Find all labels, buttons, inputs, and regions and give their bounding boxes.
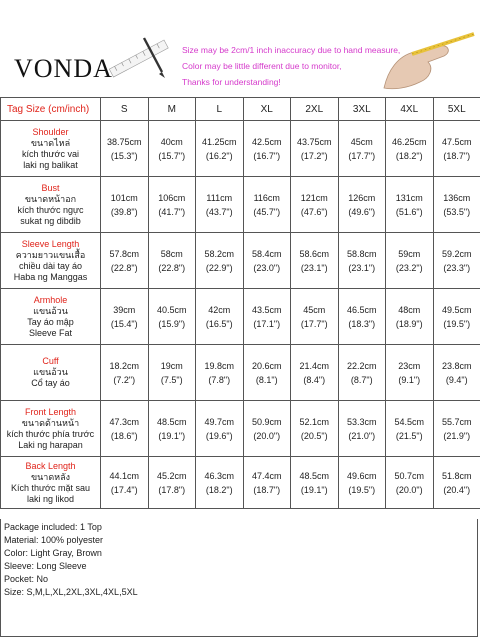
value-cm: 45cm <box>303 304 326 315</box>
measure-name: Back Length <box>25 460 76 471</box>
measure-label <box>1 457 101 509</box>
spec-line: Color: Light Gray, Brown <box>4 548 102 558</box>
value-inch: (22.8") <box>110 262 138 273</box>
value-cm: 47.4cm <box>251 470 282 481</box>
value-cm: 48.5cm <box>156 416 187 427</box>
size-header-s: S <box>101 98 149 121</box>
measure-cell <box>433 401 480 457</box>
value-inch: (18.7") <box>253 484 281 495</box>
measure-cell <box>291 121 339 177</box>
size-header-l: L <box>196 98 244 121</box>
value-cm: 45.2cm <box>156 470 187 481</box>
measure-translation: sukat ng dibdib <box>20 215 81 226</box>
measure-translation: ขนาดหน้าอก <box>24 193 77 204</box>
measure-cell <box>196 457 244 509</box>
measure-name: Armhole <box>33 294 68 305</box>
measure-cell <box>386 457 434 509</box>
measure-translation: แขนอ้วน <box>33 367 68 377</box>
size-header-row <box>1 98 480 121</box>
value-cm: 19.8cm <box>204 360 234 371</box>
size-header-5xl: 5XL <box>433 98 480 121</box>
value-cm: 42.5cm <box>251 136 282 147</box>
value-cm: 58.6cm <box>299 248 329 259</box>
measure-translation: laki ng balikat <box>23 159 78 170</box>
measure-cell <box>338 457 386 509</box>
measure-cell <box>243 289 291 345</box>
size-table <box>0 97 480 509</box>
note-line: Color may be little different due to monitor, <box>182 61 342 71</box>
value-cm: 22.2cm <box>346 360 377 371</box>
value-inch: (8.1") <box>255 374 278 385</box>
spec-line: Material: 100% polyester <box>4 535 104 545</box>
measure-cell <box>291 177 339 233</box>
measure-name: Front Length <box>24 406 77 417</box>
value-inch: (9.1") <box>398 374 421 385</box>
value-inch: (43.7") <box>205 206 233 217</box>
note-line: Size may be 2cm/1 inch inaccuracy due to hand measure, <box>182 45 401 55</box>
value-cm: 44.1cm <box>109 470 139 481</box>
value-cm: 43.75cm <box>296 136 332 147</box>
value-inch: (17.7") <box>300 318 328 329</box>
measure-row <box>1 177 480 233</box>
value-inch: (20.5") <box>300 430 328 441</box>
value-inch: (18.7") <box>443 150 471 161</box>
value-cm: 42cm <box>208 304 231 315</box>
header <box>0 0 480 96</box>
value-cm: 47.5cm <box>441 136 472 147</box>
value-cm: 101cm <box>110 192 138 203</box>
value-inch: (19.5") <box>443 318 471 329</box>
value-inch: (17.7") <box>348 150 376 161</box>
measure-row <box>1 233 480 289</box>
measure-cell <box>433 121 480 177</box>
measure-cell <box>433 177 480 233</box>
spec-line: Pocket: No <box>4 574 49 584</box>
value-inch: (16.2") <box>205 150 233 161</box>
size-header-4xl: 4XL <box>386 98 434 121</box>
value-cm: 23.8cm <box>441 360 472 371</box>
measure-cell <box>291 289 339 345</box>
measure-cell <box>243 121 291 177</box>
value-inch: (47.6") <box>300 206 328 217</box>
value-inch: (23.0") <box>253 262 281 273</box>
measure-name: Cuff <box>42 356 59 366</box>
value-inch: (15.7") <box>158 150 186 161</box>
value-cm: 49.6cm <box>346 470 377 481</box>
value-inch: (7.8") <box>208 374 231 385</box>
value-inch: (16.7") <box>253 150 281 161</box>
measure-cell <box>433 345 480 401</box>
measure-cell <box>291 457 339 509</box>
measure-cell <box>338 121 386 177</box>
value-inch: (23.3") <box>443 262 471 273</box>
measure-translation: Kích thước mặt sau <box>11 482 90 493</box>
value-cm: 43.5cm <box>251 304 282 315</box>
value-inch: (19.1") <box>300 484 328 495</box>
measure-translation: Haba ng Manggas <box>13 271 88 282</box>
measure-name: Bust <box>41 182 60 193</box>
value-inch: (49.6") <box>348 206 376 217</box>
value-inch: (7.5") <box>160 374 183 385</box>
value-cm: 47.3cm <box>109 416 139 427</box>
value-inch: (19.6") <box>205 430 233 441</box>
measure-cell <box>196 345 244 401</box>
measure-cell <box>196 177 244 233</box>
measure-name: Sleeve Length <box>21 238 80 249</box>
value-cm: 40.5cm <box>156 304 187 315</box>
value-inch: (18.6") <box>110 430 138 441</box>
measure-label <box>1 121 101 177</box>
measure-cell <box>338 177 386 233</box>
measure-cell <box>148 177 196 233</box>
value-inch: (9.4") <box>445 374 468 385</box>
measure-cell <box>101 289 149 345</box>
value-cm: 49.7cm <box>204 416 234 427</box>
value-cm: 19cm <box>160 360 183 371</box>
value-inch: (18.2") <box>395 150 423 161</box>
value-cm: 121cm <box>300 192 328 203</box>
measure-cell <box>338 289 386 345</box>
value-inch: (23.2") <box>395 262 423 273</box>
value-cm: 23cm <box>398 360 421 371</box>
value-inch: (21.5") <box>395 430 423 441</box>
measure-cell <box>386 121 434 177</box>
measure-cell <box>243 345 291 401</box>
measure-cell <box>433 289 480 345</box>
value-inch: (22.8") <box>158 262 186 273</box>
measure-row <box>1 457 480 509</box>
spec-line: Size: S,M,L,XL,2XL,3XL,4XL,5XL <box>4 587 138 597</box>
measure-cell <box>386 345 434 401</box>
value-inch: (53.5") <box>443 206 471 217</box>
value-cm: 48.5cm <box>299 470 329 481</box>
measure-translation: ความยาวแขนเสื้อ <box>15 249 86 260</box>
value-cm: 131cm <box>395 192 423 203</box>
value-cm: 116cm <box>253 192 280 203</box>
value-cm: 126cm <box>348 192 376 203</box>
measure-translation: แขนอ้วน <box>33 305 68 316</box>
value-inch: (45.7") <box>253 206 281 217</box>
measure-row <box>1 121 480 177</box>
measure-cell <box>243 177 291 233</box>
value-inch: (20.4") <box>443 484 471 495</box>
size-header-2xl: 2XL <box>291 98 339 121</box>
value-cm: 55.7cm <box>441 416 472 427</box>
size-header-m: M <box>148 98 196 121</box>
value-inch: (17.8") <box>158 484 186 495</box>
value-cm: 58.8cm <box>346 248 377 259</box>
value-cm: 58.2cm <box>204 248 234 259</box>
note-line: Thanks for understanding! <box>182 77 281 87</box>
value-cm: 53.3cm <box>346 416 377 427</box>
measure-cell <box>433 457 480 509</box>
measure-label <box>1 233 101 289</box>
measure-cell <box>243 233 291 289</box>
measure-cell <box>101 121 149 177</box>
value-inch: (39.8") <box>110 206 138 217</box>
measure-translation: Cổ tay áo <box>31 378 70 388</box>
value-cm: 46.5cm <box>346 304 377 315</box>
value-cm: 48cm <box>398 304 421 315</box>
value-cm: 50.9cm <box>251 416 282 427</box>
measure-row <box>1 345 480 401</box>
value-inch: (17.2") <box>300 150 328 161</box>
value-cm: 39cm <box>113 304 136 315</box>
value-inch: (7.2") <box>113 374 136 385</box>
value-inch: (18.9") <box>395 318 423 329</box>
value-cm: 49.5cm <box>441 304 472 315</box>
spec-line: Sleeve: Long Sleeve <box>4 561 87 571</box>
measure-translation: laki ng likod <box>26 493 75 504</box>
value-inch: (19.1") <box>158 430 186 441</box>
product-specs <box>0 519 478 637</box>
value-inch: (15.4") <box>110 318 138 329</box>
value-cm: 111cm <box>206 192 233 203</box>
value-inch: (15.9") <box>158 318 186 329</box>
value-inch: (21.9") <box>443 430 471 441</box>
value-inch: (17.1") <box>253 318 281 329</box>
value-cm: 58cm <box>160 248 183 259</box>
value-cm: 45cm <box>350 136 373 147</box>
value-cm: 46.3cm <box>204 470 234 481</box>
size-header-3xl: 3XL <box>338 98 386 121</box>
measure-cell <box>196 401 244 457</box>
size-header-xl: XL <box>243 98 291 121</box>
measure-translation: ขนาดด้านหน้า <box>21 417 80 428</box>
value-inch: (51.6") <box>395 206 423 217</box>
value-cm: 20.6cm <box>251 360 282 371</box>
value-inch: (20.0") <box>253 430 281 441</box>
measure-translation: ขนาดหลัง <box>30 471 71 482</box>
value-inch: (8.4") <box>303 374 326 385</box>
value-cm: 136cm <box>443 192 471 203</box>
value-cm: 21.4cm <box>299 360 329 371</box>
measure-cell <box>148 233 196 289</box>
value-cm: 40cm <box>160 136 183 147</box>
value-cm: 57.8cm <box>109 248 139 259</box>
measure-cell <box>101 233 149 289</box>
measure-label <box>1 401 101 457</box>
measure-translation: kích thước phía trước <box>6 428 95 439</box>
measure-translation: Sleeve Fat <box>28 327 73 338</box>
spec-line: Package included: 1 Top <box>4 522 102 532</box>
value-cm: 59.2cm <box>441 248 472 259</box>
value-cm: 51.8cm <box>441 470 472 481</box>
measure-notes <box>182 42 400 90</box>
measure-cell <box>386 233 434 289</box>
value-cm: 52.1cm <box>299 416 329 427</box>
value-cm: 59cm <box>398 248 421 259</box>
measure-cell <box>101 457 149 509</box>
measure-cell <box>148 401 196 457</box>
value-inch: (22.9") <box>205 262 233 273</box>
value-cm: 18.2cm <box>109 360 139 371</box>
value-inch: (19.5") <box>348 484 376 495</box>
measure-cell <box>148 457 196 509</box>
value-inch: (23.1") <box>348 262 376 273</box>
measure-cell <box>386 289 434 345</box>
measure-cell <box>101 177 149 233</box>
value-inch: (20.0") <box>395 484 423 495</box>
measure-cell <box>338 233 386 289</box>
measure-cell <box>148 121 196 177</box>
measure-cell <box>101 401 149 457</box>
measure-label <box>1 345 101 401</box>
value-cm: 38.75cm <box>106 136 142 147</box>
value-cm: 54.5cm <box>394 416 424 427</box>
value-inch: (15.3") <box>110 150 138 161</box>
measure-cell <box>101 345 149 401</box>
measure-cell <box>196 233 244 289</box>
measure-cell <box>196 121 244 177</box>
pen-ruler-icon <box>104 34 174 84</box>
value-inch: (23.1") <box>300 262 328 273</box>
measure-cell <box>291 233 339 289</box>
value-inch: (18.3") <box>348 318 376 329</box>
measure-translation: kích thước ngực <box>17 204 84 215</box>
measure-label <box>1 289 101 345</box>
measure-name: Shoulder <box>32 126 69 137</box>
measure-cell <box>386 177 434 233</box>
measure-cell <box>386 401 434 457</box>
brand-logo: VONDA <box>14 54 113 83</box>
value-cm: 46.25cm <box>391 136 427 147</box>
measure-cell <box>148 345 196 401</box>
measure-cell <box>243 401 291 457</box>
measure-label <box>1 177 101 233</box>
measure-cell <box>243 457 291 509</box>
value-inch: (16.5") <box>205 318 233 329</box>
value-cm: 58.4cm <box>251 248 282 259</box>
value-cm: 106cm <box>158 192 186 203</box>
measure-cell <box>338 345 386 401</box>
measure-cell <box>338 401 386 457</box>
measure-translation: chiều dài tay áo <box>18 260 83 271</box>
measure-cell <box>291 345 339 401</box>
measure-cell <box>148 289 196 345</box>
value-inch: (21.0") <box>348 430 376 441</box>
value-cm: 41.25cm <box>201 136 237 147</box>
measure-cell <box>291 401 339 457</box>
value-inch: (8.7") <box>350 374 373 385</box>
value-inch: (18.2") <box>205 484 233 495</box>
measure-translation: Laki ng harapan <box>18 439 83 450</box>
measure-cell <box>433 233 480 289</box>
measure-translation: kích thước vai <box>22 148 79 159</box>
measure-translation: ขนาดไหล่ <box>30 137 71 148</box>
measure-cell <box>196 289 244 345</box>
measure-row <box>1 289 480 345</box>
measure-row <box>1 401 480 457</box>
value-inch: (41.7") <box>158 206 186 217</box>
value-cm: 50.7cm <box>394 470 424 481</box>
hand-tape-measure-icon <box>378 30 478 92</box>
value-inch: (17.4") <box>110 484 138 495</box>
tag-size-header: Tag Size (cm/inch) <box>1 98 101 121</box>
measure-translation: Tay áo mập <box>27 316 74 327</box>
